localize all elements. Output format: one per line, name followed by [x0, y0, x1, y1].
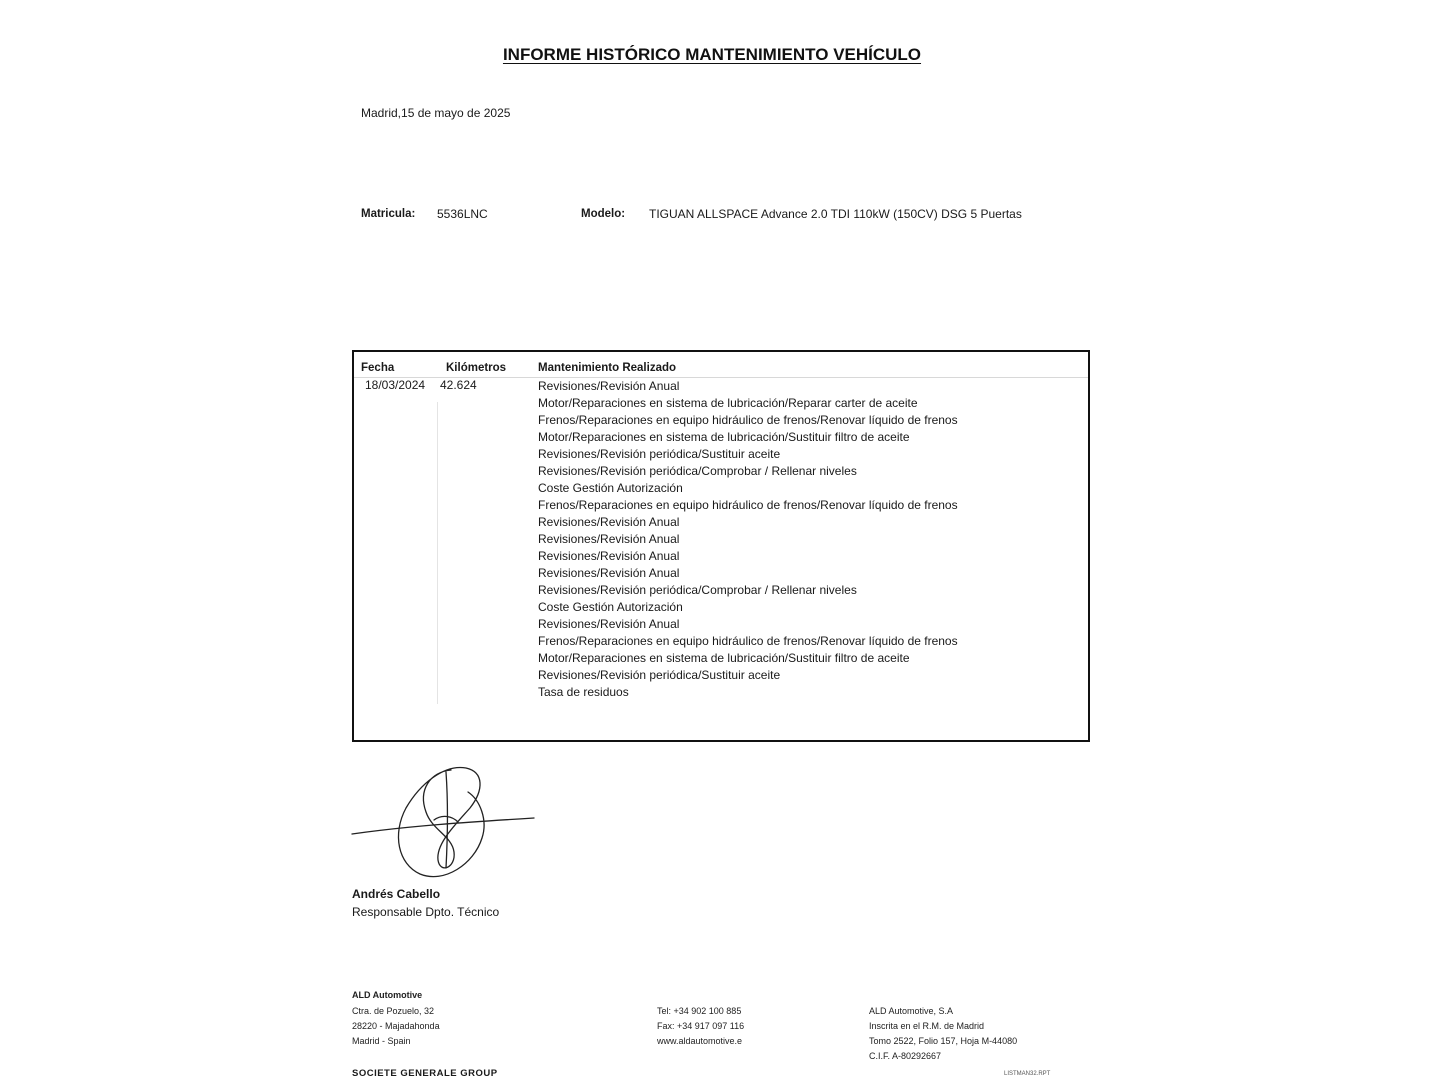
footer-group: SOCIETE GENERALE GROUP: [352, 1068, 498, 1079]
list-item: Revisiones/Revisión periódica/Comprobar / Rellenar niveles: [538, 464, 857, 478]
list-item: Revisiones/Revisión Anual: [538, 566, 680, 580]
signer-name: Andrés Cabello: [352, 887, 441, 901]
footer-address-2: 28220 - Majadahonda: [352, 1021, 440, 1031]
footer-address-3: Madrid - Spain: [352, 1036, 411, 1046]
footer-company: ALD Automotive: [352, 990, 423, 1000]
list-item: Revisiones/Revisión Anual: [538, 549, 680, 563]
handwritten-signature: [348, 760, 548, 885]
plate-label: Matricula:: [361, 208, 416, 220]
list-item: Revisiones/Revisión periódica/Sustituir aceite: [538, 447, 781, 461]
list-item: Frenos/Reparaciones en equipo hidráulico de frenos/Renovar líquido de frenos: [538, 634, 958, 648]
footer-web: www.aldautomotive.e: [657, 1036, 743, 1046]
footer-address-1: Ctra. de Pozuelo, 32: [352, 1006, 435, 1016]
footer-tel: Tel: +34 902 100 885: [657, 1006, 742, 1016]
list-item: Frenos/Reparaciones en equipo hidráulico de frenos/Renovar líquido de frenos: [538, 498, 958, 512]
model-label: Modelo:: [581, 208, 626, 220]
list-item: Motor/Reparaciones en sistema de lubricación/Reparar carter de aceite: [538, 396, 918, 410]
record-km: 42.624: [440, 378, 477, 392]
list-item: Motor/Reparaciones en sistema de lubricación/Sustituir filtro de aceite: [538, 651, 910, 665]
header-date: Fecha: [361, 362, 395, 374]
list-item: Coste Gestión Autorización: [538, 481, 683, 495]
footer-doc-code: LISTMAN32.RPT: [1004, 1071, 1051, 1077]
model-value: TIGUAN ALLSPACE Advance 2.0 TDI 110kW (150CV) DSG 5 Puertas: [649, 207, 1022, 221]
header-maintenance: Mantenimiento Realizado: [538, 362, 677, 374]
footer-legal-4: C.I.F. A-80292667: [869, 1051, 942, 1061]
list-item: Tasa de residuos: [538, 685, 629, 699]
list-item: Revisiones/Revisión Anual: [538, 379, 680, 393]
column-divider: [437, 402, 438, 704]
footer-legal-1: ALD Automotive, S.A: [869, 1006, 954, 1016]
record-date: 18/03/2024: [365, 378, 426, 392]
report-date: Madrid,15 de mayo de 2025: [361, 106, 511, 120]
list-item: Coste Gestión Autorización: [538, 600, 683, 614]
signer-role: Responsable Dpto. Técnico: [352, 905, 500, 919]
list-item: Revisiones/Revisión Anual: [538, 515, 680, 529]
report-title: INFORME HISTÓRICO MANTENIMIENTO VEHÍCULO: [502, 45, 922, 64]
footer-fax: Fax: +34 917 097 116: [657, 1021, 745, 1031]
maintenance-list: [538, 378, 958, 701]
footer-legal-2: Inscrita en el R.M. de Madrid: [869, 1021, 985, 1031]
list-item: Revisiones/Revisión Anual: [538, 532, 680, 546]
header-km: Kilómetros: [446, 362, 507, 374]
list-item: Revisiones/Revisión periódica/Comprobar / Rellenar niveles: [538, 583, 857, 597]
footer-legal-3: Tomo 2522, Folio 157, Hoja M-44080: [869, 1036, 1018, 1046]
plate-value: 5536LNC: [437, 207, 488, 221]
list-item: Frenos/Reparaciones en equipo hidráulico de frenos/Renovar líquido de frenos: [538, 413, 958, 427]
list-item: Revisiones/Revisión periódica/Sustituir aceite: [538, 668, 781, 682]
maintenance-table: [352, 350, 1090, 742]
list-item: Motor/Reparaciones en sistema de lubricación/Sustituir filtro de aceite: [538, 430, 910, 444]
list-item: Revisiones/Revisión Anual: [538, 617, 680, 631]
